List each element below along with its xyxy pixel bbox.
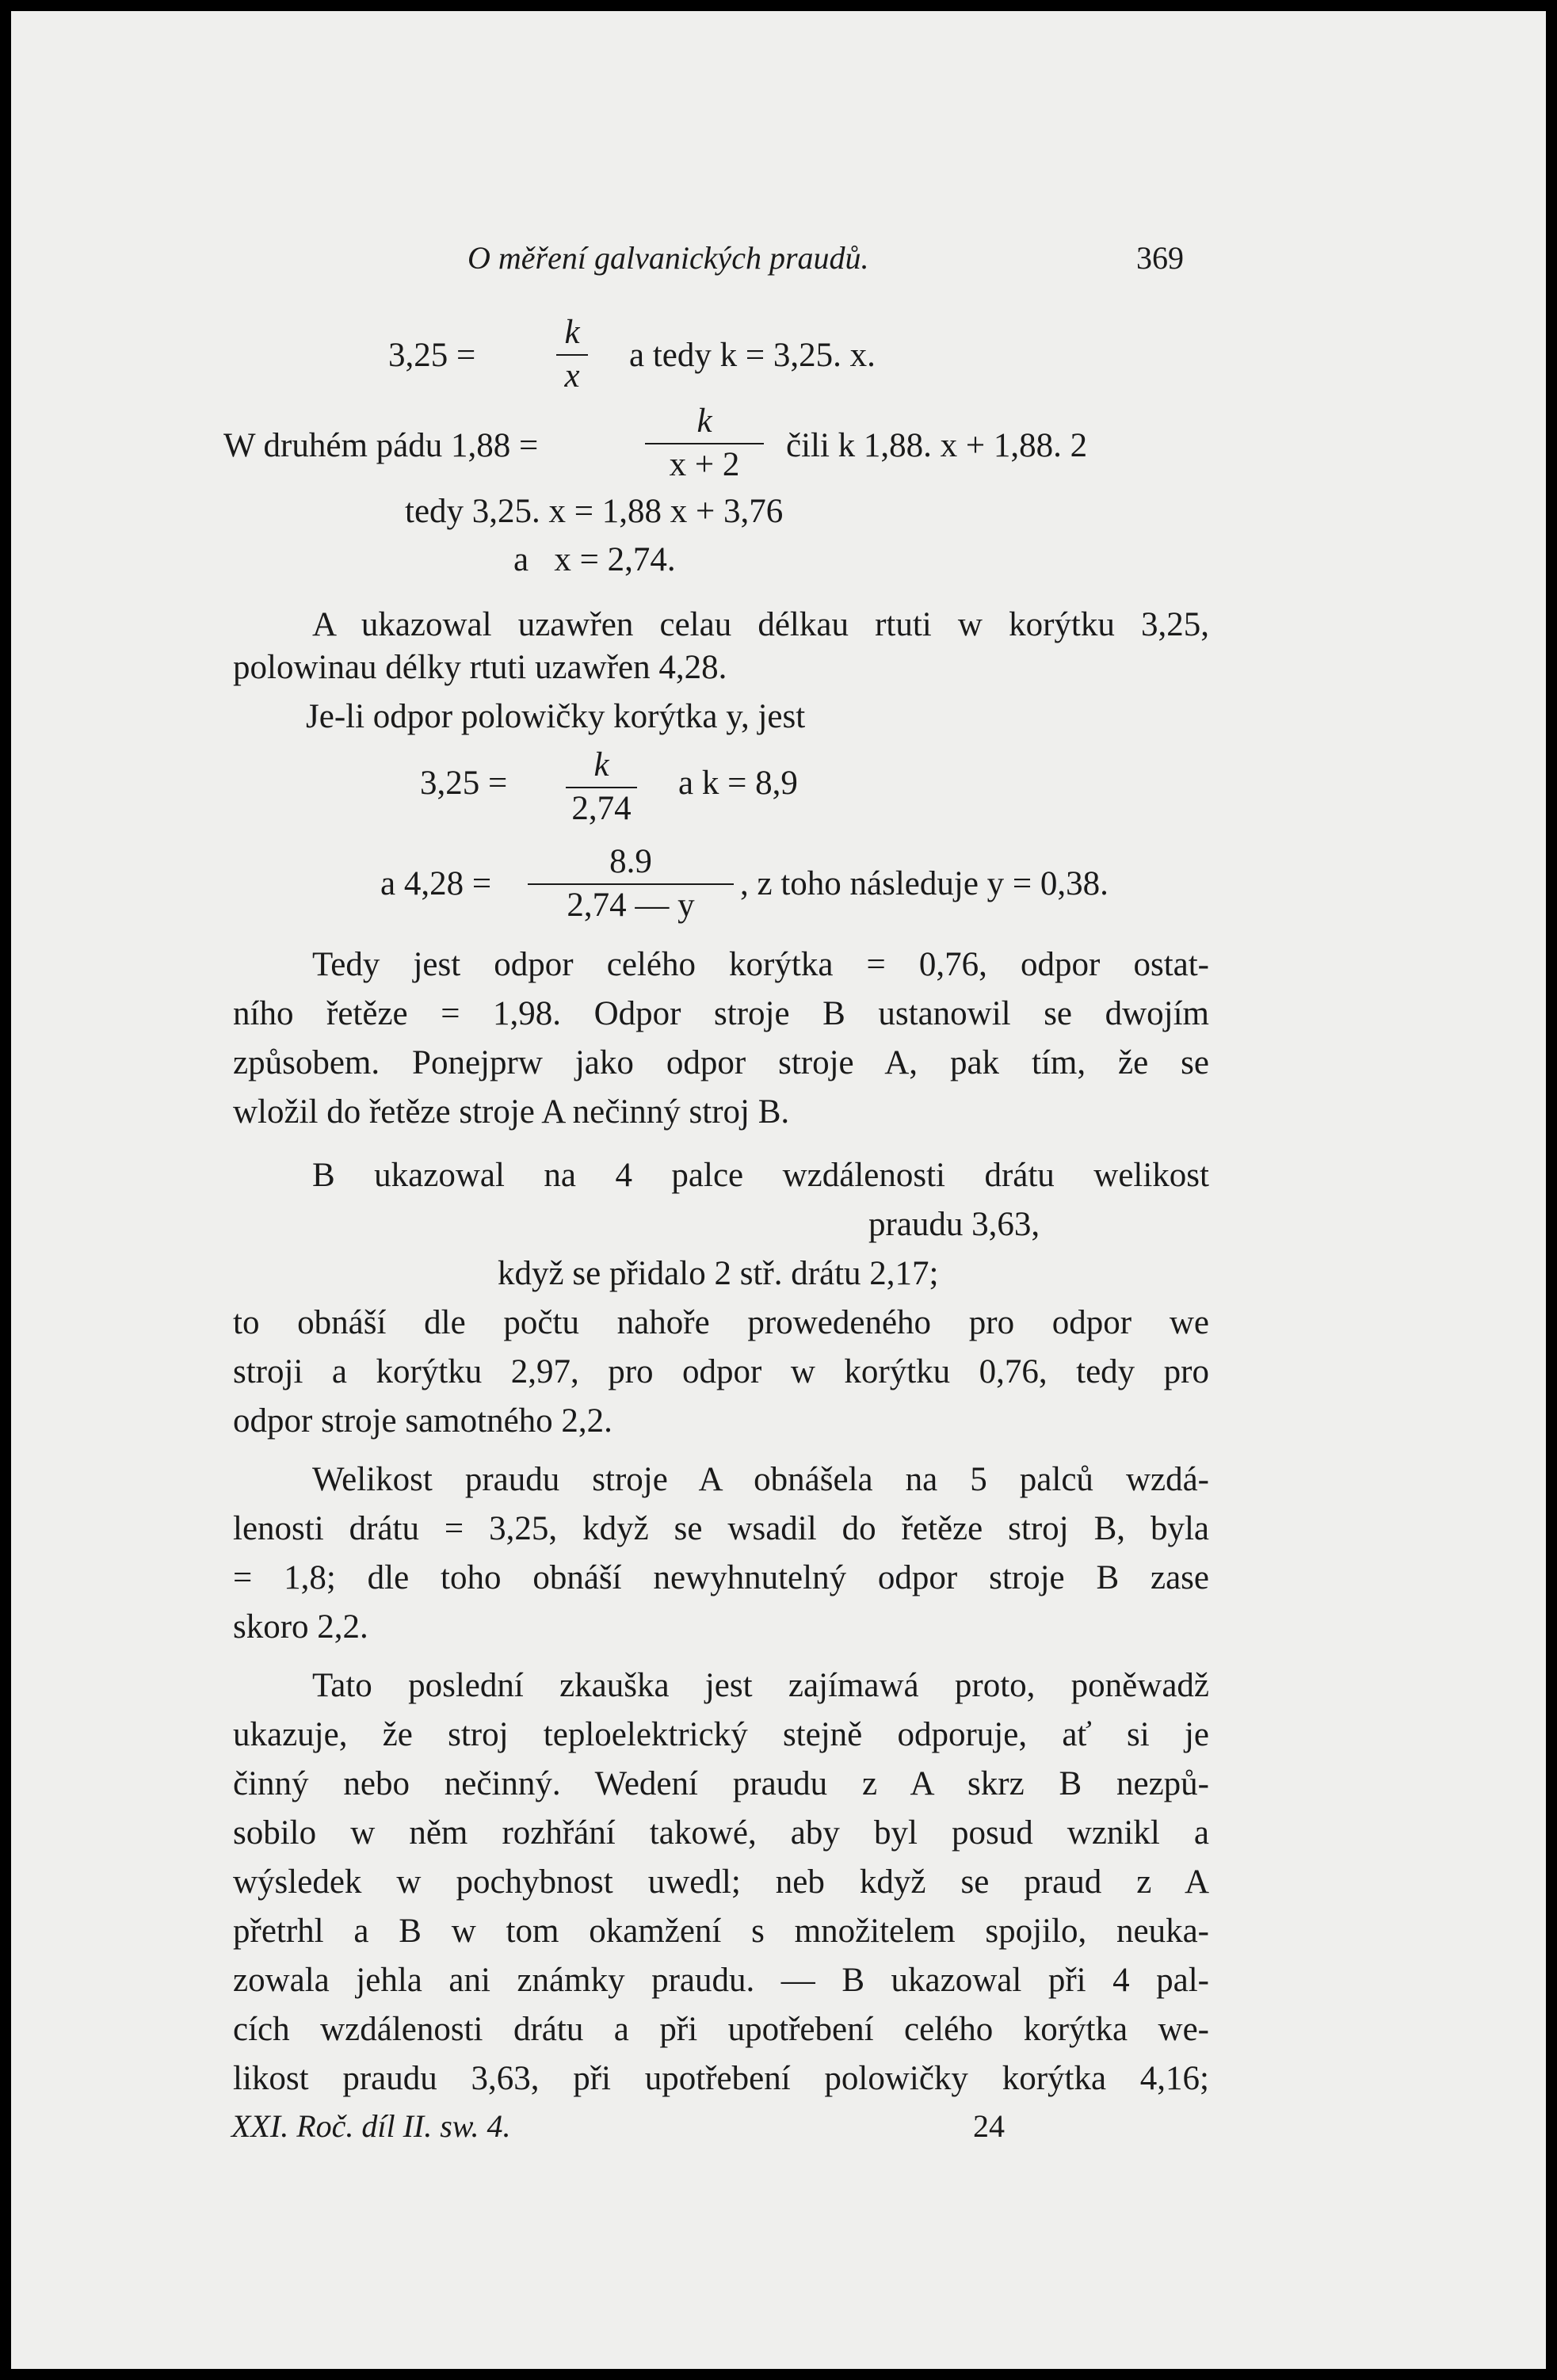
para2-line3: způsobem. Ponejprw jako odpor stroje A, pak tím, že se — [233, 1044, 1209, 1081]
eq6-numerator: 8.9 — [609, 843, 652, 880]
eq1-right: a tedy k = 3,25. x. — [629, 337, 876, 374]
para3-line1: B ukazowal na 4 palce wzdálenosti drátu welikost — [312, 1157, 1209, 1194]
para4-line4: skoro 2,2. — [233, 1608, 368, 1646]
eq5-denominator: 2,74 — [571, 790, 632, 827]
eq2-fraction — [645, 404, 764, 482]
eq5-left: 3,25 = — [420, 765, 508, 802]
para5-line4: sobilo w něm rozhřání takowé, aby byl posud wznikl a — [233, 1814, 1209, 1852]
signature-mark: XXI. Roč. díl II. sw. 4. — [231, 2108, 511, 2144]
running-title: O měření galvanických praudů. — [467, 240, 869, 276]
eq3: tedy 3,25. x = 1,88 x + 3,76 — [405, 493, 784, 530]
eq5-fraction — [566, 748, 637, 826]
para4-line2: lenosti drátu = 3,25, když se wsadil do řetěze stroj B, byla — [233, 1510, 1209, 1547]
eq2-numerator: k — [696, 402, 712, 440]
para5-line2: ukazuje, že stroj teploelektrický stejně odporuje, ať si je — [233, 1716, 1209, 1753]
book-page — [11, 11, 1546, 2369]
eq2-right: čili k 1,88. x + 1,88. 2 — [786, 427, 1088, 464]
para2-line2: ního řetěze = 1,98. Odpor stroje B ustanowil se dwojím — [233, 995, 1209, 1032]
para5-line3: činný nebo nečinný. Wedení praudu z A skrz B nezpů- — [233, 1765, 1209, 1802]
para3-line5: stroji a korýtku 2,97, pro odpor w korýtku 0,76, tedy pro — [233, 1353, 1209, 1390]
para4-line3: = 1,8; dle toho obnáší newyhnutelný odpor stroje B zase — [233, 1559, 1209, 1596]
eq6-denominator: 2,74 — y — [567, 887, 695, 924]
para3-line2: praudu 3,63, — [868, 1206, 1040, 1243]
eq6-right: , z toho následuje y = 0,38. — [740, 865, 1109, 902]
eq5-numerator: k — [593, 746, 609, 784]
para5-line6: přetrhl a B w tom okamžení s množitelem spojilo, neuka- — [233, 1913, 1209, 1950]
eq1-numerator: k — [564, 314, 580, 351]
eq6-left: a 4,28 = — [380, 865, 492, 902]
eq6-fraction — [528, 845, 734, 922]
para5-line1: Tato poslední zkauška jest zajímawá proto, poněwadž — [312, 1667, 1209, 1704]
para5-line9: likost praudu 3,63, při upotřebení polowičky korýtka 4,16; — [233, 2060, 1209, 2097]
page-number: 369 — [1136, 240, 1184, 276]
para5-line7: zowala jehla ani známky praudu. — B ukazowal při 4 pal- — [233, 1962, 1209, 1999]
eq4: a x = 2,74. — [513, 541, 676, 578]
sheet-number: 24 — [973, 2108, 1005, 2144]
para2-line1: Tedy jest odpor celého korýtka = 0,76, odpor ostat- — [312, 946, 1209, 983]
para3-line4: to obnáší dle počtu nahoře prowedeného pro odpor we — [233, 1304, 1209, 1341]
para1-line2: polowinau délky rtuti uzawřen 4,28. — [233, 649, 727, 686]
eq1-left: 3,25 = — [388, 337, 476, 374]
para5-line5: wýsledek w pochybnost uwedl; neb když se praud z A — [233, 1863, 1209, 1901]
eq1-fraction — [556, 315, 588, 393]
para5-line8: cích wzdálenosti drátu a při upotřebení celého korýtka we- — [233, 2011, 1209, 2048]
para3-line6: odpor stroje samotného 2,2. — [233, 1402, 612, 1440]
para1-line3: Je-li odpor polowičky korýtka y, jest — [306, 698, 806, 735]
eq2-left: W druhém pádu 1,88 = — [223, 427, 539, 464]
para3-line3: když se přidalo 2 stř. drátu 2,17; — [498, 1255, 939, 1292]
para1-line1: A ukazowal uzawřen celau délkau rtuti w korýtku 3,25, — [312, 606, 1209, 643]
para4-line1: Welikost praudu stroje A obnášela na 5 palců wzdá- — [312, 1461, 1209, 1498]
para2-line4: wložil do řetěze stroje A nečinný stroj B. — [233, 1093, 790, 1131]
eq2-denominator: x + 2 — [669, 446, 740, 483]
eq5-right: a k = 8,9 — [678, 765, 798, 802]
eq1-denominator: x — [564, 357, 580, 395]
